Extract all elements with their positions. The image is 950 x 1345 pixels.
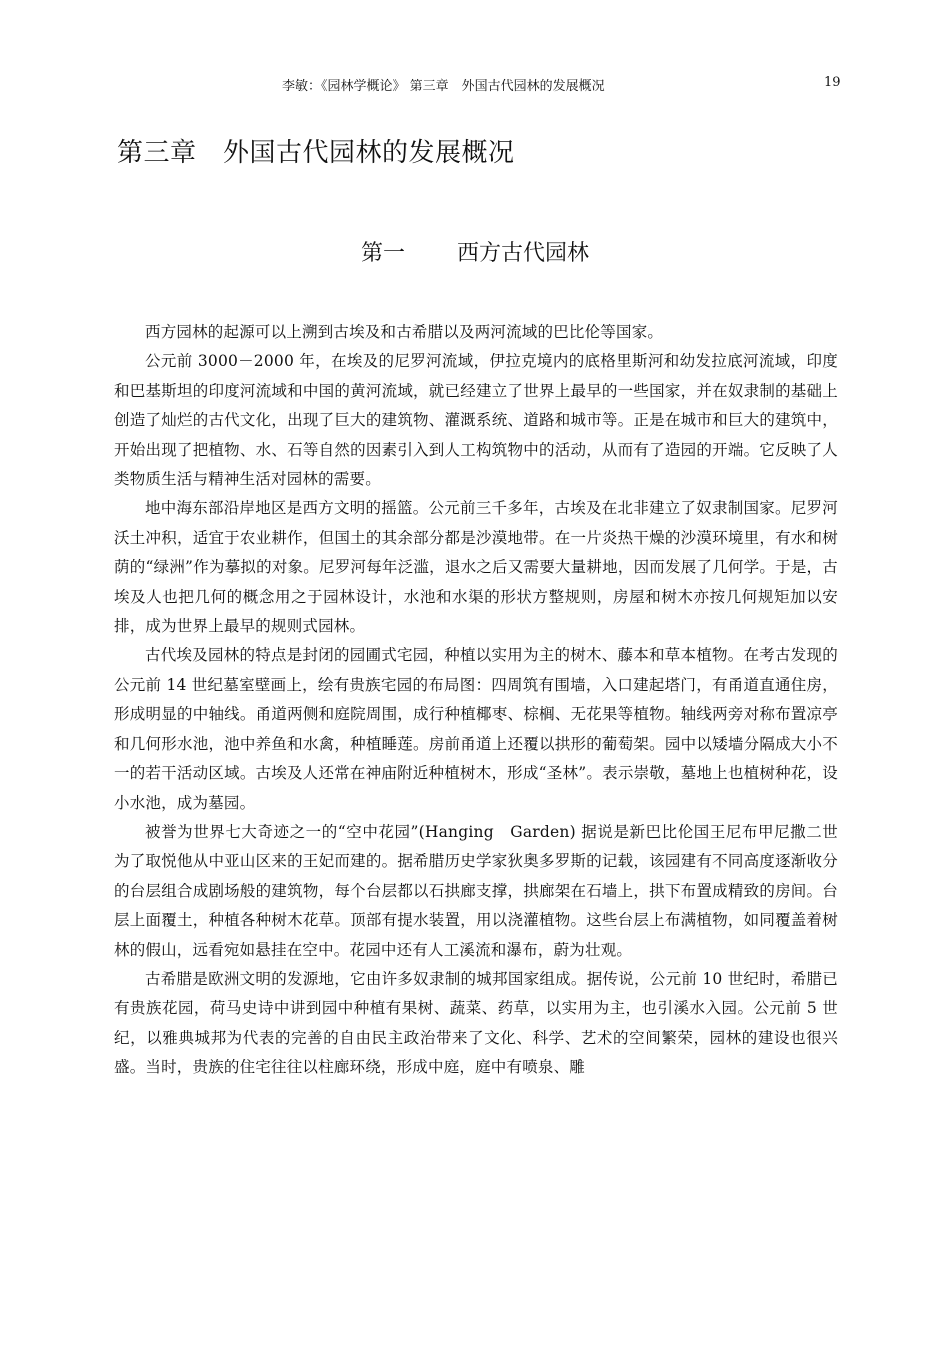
paragraph: 古希腊是欧洲文明的发源地，它由许多奴隶制的城邦国家组成。据传说，公元前 10 世纪时，希腊已有贵族花园，荷马史诗中讲到园中种植有果树、蔬菜、药草，以实用为主，也引溪水入园。公元前 5 世纪，以雅典城邦为代表的完善的自由民主政治带来了文化、科学、艺术的空间繁荣，园林的建设也很兴盛。当时，贵族的住宅往往以柱廊环绕，形成中庭，庭中有喷泉、雕 xyxy=(114,969,838,1077)
running-header-title: 李敏：《园林学概论》 第三章 外国古代园林的发展概况 xyxy=(282,79,605,94)
section-name: 西方古代园林 xyxy=(457,241,590,266)
paragraph: 古代埃及园林的特点是封闭的园圃式宅园，种植以实用为主的树木、藤本和草本植物。在考古发现的公元前 14 世纪墓室壁画上，绘有贵族宅园的布局图：四周筑有围墙，入口建起塔门，有甬道直通住房，形成明显的中轴线。甬道两侧和庭院周围，成行种植椰枣、棕榈、无花果等植物。轴线两旁对称布置凉亭和几何形水池，池中养鱼和水禽，种植睡莲。房前甬道上还覆以拱形的葡萄架。园中以矮墙分隔成大小不一的若干活动区域。古埃及人还常在神庙附近种植树木，形成“圣林”。表示崇敬，墓地上也植树种花，设小水池，成为墓园。 xyxy=(114,646,838,812)
paragraph: 被誉为世界七大奇迹之一的“空中花园”(Hanging Garden) 据说是新巴比伦国王尼布甲尼撒二世为了取悦他从中亚山区来的王妃而建的。据希腊历史学家狄奥多罗斯的记载，该园建有不同高度逐渐收分的台层组合成剧场般的建筑物，每个台层都以石拱廊支撑，拱廊架在石墙上，拱下布置成精致的房间。台层上面覆土，种植各种树木花草。顶部有提水装置，用以浇灌植物。这些台层上布满植物，如同覆盖着树林的假山，远看宛如悬挂在空中。花园中还有人工溪流和瀑布，蔚为壮观。 xyxy=(114,822,838,959)
paragraph: 公元前 3000－2000 年，在埃及的尼罗河流域，伊拉克境内的底格里斯河和幼发拉底河流域，印度和巴基斯坦的印度河流域和中国的黄河流域，就已经建立了世界上最早的一些国家，并在奴隶制的基础上创造了灿烂的古代文化，出现了巨大的建筑物、灌溉系统、道路和城市等。正是在城市和巨大的建筑中，开始出现了把植物、水、石等自然的因素引入到人工构筑物中的活动，从而有了造园的开端。它反映了人类物质生活与精神生活对园林的需要。 xyxy=(114,352,838,489)
section-heading xyxy=(0,236,950,267)
running-header xyxy=(0,75,950,97)
paragraph: 西方园林的起源可以上溯到古埃及和古希腊以及两河流域的巴比伦等国家。 xyxy=(145,323,664,341)
chapter-title: 第三章 外国古代园林的发展概况 xyxy=(117,138,515,168)
paragraph: 地中海东部沿岸地区是西方文明的摇篮。公元前三千多年，古埃及在北非建立了奴隶制国家。尼罗河沃土冲积，适宜于农业耕作，但国土的其余部分都是沙漠地带。在一片炎热干燥的沙漠环境里，有水和树荫的“绿洲”作为摹拟的对象。尼罗河每年泛滥，退水之后又需要大量耕地，因而发展了几何学。于是，古埃及人也把几何的概念用之于园林设计，水池和水渠的形状方整规则，房屋和树木亦按几何规矩加以安排，成为世界上最早的规则式园林。 xyxy=(114,499,838,636)
section-number: 第一 xyxy=(360,241,405,266)
body-text xyxy=(114,318,838,1083)
page-number: 19 xyxy=(824,75,841,90)
